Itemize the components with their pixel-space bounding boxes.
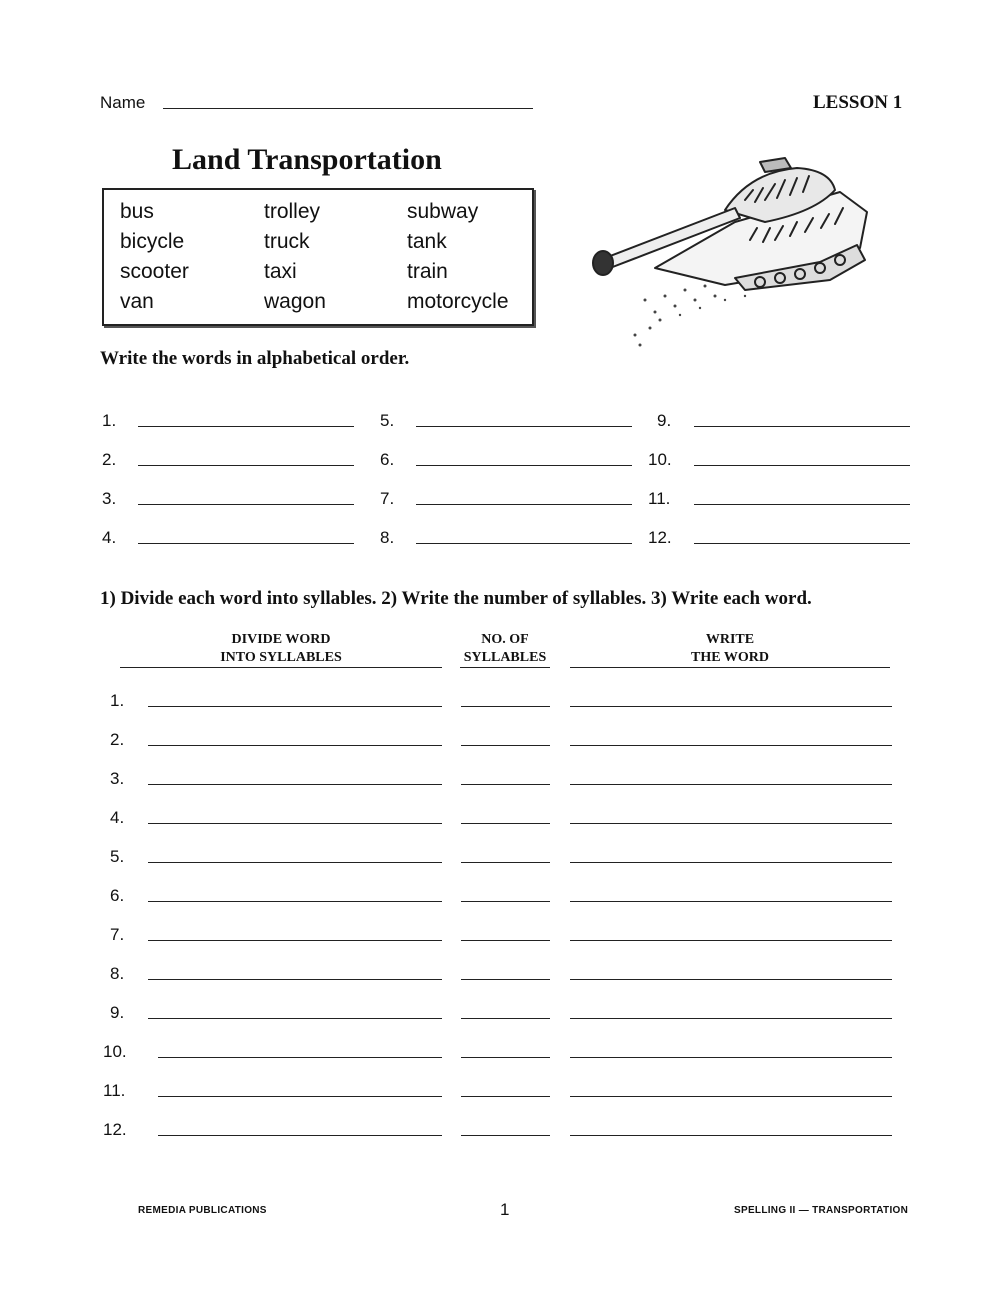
write-word-line[interactable] bbox=[570, 1096, 892, 1097]
item-number: 5. bbox=[380, 411, 395, 430]
row-number: 4. bbox=[110, 808, 125, 827]
word: tank bbox=[407, 230, 447, 253]
item-number: 8. bbox=[380, 528, 395, 547]
syllable-count-line[interactable] bbox=[461, 1096, 550, 1097]
syllable-count-line[interactable] bbox=[461, 706, 550, 707]
syllable-count-line[interactable] bbox=[461, 1018, 550, 1019]
row-number: 1. bbox=[110, 691, 125, 710]
write-word-line[interactable] bbox=[570, 862, 892, 863]
syllable-count-line[interactable] bbox=[461, 1057, 550, 1058]
syllable-count-line[interactable] bbox=[461, 1135, 550, 1136]
page-number: 1 bbox=[500, 1200, 510, 1219]
syllable-count-line[interactable] bbox=[461, 979, 550, 980]
row-number: 2. bbox=[110, 730, 125, 749]
answer-line[interactable] bbox=[416, 465, 632, 466]
syllable-count-line[interactable] bbox=[461, 823, 550, 824]
item-number: 7. bbox=[380, 489, 395, 508]
answer-line[interactable] bbox=[138, 504, 354, 505]
answer-line[interactable] bbox=[416, 543, 632, 544]
write-word-line[interactable] bbox=[570, 784, 892, 785]
word: bicycle bbox=[120, 230, 185, 253]
divide-line[interactable] bbox=[148, 1018, 442, 1019]
divide-line[interactable] bbox=[148, 706, 442, 707]
syllable-count-line[interactable] bbox=[461, 745, 550, 746]
answer-line[interactable] bbox=[416, 504, 632, 505]
write-word-line[interactable] bbox=[570, 823, 892, 824]
name-line[interactable] bbox=[163, 108, 533, 109]
column-header-rule bbox=[120, 667, 442, 668]
instruction-syllables: 1) Divide each word into syllables. 2) Write the number of syllables. 3) Write each word. bbox=[100, 588, 812, 609]
row-number: 5. bbox=[110, 847, 125, 866]
answer-line[interactable] bbox=[138, 426, 354, 427]
answer-line[interactable] bbox=[416, 426, 632, 427]
word: train bbox=[407, 260, 448, 283]
item-number: 6. bbox=[380, 450, 395, 469]
column-header-line: NO. OF bbox=[481, 632, 529, 647]
footer-publisher: REMEDIA PUBLICATIONS bbox=[138, 1205, 267, 1216]
column-header-line: INTO SYLLABLES bbox=[220, 650, 342, 665]
write-word-line[interactable] bbox=[570, 901, 892, 902]
item-number: 2. bbox=[102, 450, 117, 469]
answer-line[interactable] bbox=[138, 543, 354, 544]
write-word-line[interactable] bbox=[570, 1135, 892, 1136]
word: scooter bbox=[120, 260, 189, 283]
lesson-label: LESSON 1 bbox=[813, 92, 903, 113]
item-number: 11. bbox=[648, 489, 671, 508]
write-word-line[interactable] bbox=[570, 979, 892, 980]
write-word-line[interactable] bbox=[570, 745, 892, 746]
word-box bbox=[102, 188, 534, 326]
column-header-write bbox=[570, 631, 890, 667]
row-number: 3. bbox=[110, 769, 125, 788]
column-header-line: WRITE bbox=[705, 632, 755, 647]
item-number: 12. bbox=[648, 528, 672, 547]
syllable-count-line[interactable] bbox=[461, 862, 550, 863]
syllable-count-line[interactable] bbox=[461, 901, 550, 902]
column-header-divide bbox=[120, 631, 442, 667]
column-header-line: THE WORD bbox=[691, 650, 769, 665]
word: motorcycle bbox=[407, 290, 509, 313]
instruction-alphabetical: Write the words in alphabetical order. bbox=[100, 348, 410, 369]
answer-line[interactable] bbox=[694, 543, 910, 544]
divide-line[interactable] bbox=[158, 1096, 442, 1097]
syllable-count-line[interactable] bbox=[461, 940, 550, 941]
write-word-line[interactable] bbox=[570, 706, 892, 707]
divide-line[interactable] bbox=[148, 940, 442, 941]
item-number: 9. bbox=[657, 411, 672, 430]
row-number: 8. bbox=[110, 964, 125, 983]
row-number: 11. bbox=[103, 1081, 126, 1100]
column-header-rule bbox=[460, 667, 550, 668]
word: truck bbox=[264, 230, 310, 253]
row-number: 7. bbox=[110, 925, 125, 944]
column-header-line: SYLLABLES bbox=[463, 650, 547, 665]
row-number: 9. bbox=[110, 1003, 125, 1022]
answer-line[interactable] bbox=[694, 465, 910, 466]
write-word-line[interactable] bbox=[570, 1018, 892, 1019]
word: taxi bbox=[264, 260, 297, 283]
footer-series: SPELLING II — TRANSPORTATION bbox=[734, 1205, 909, 1216]
item-number: 3. bbox=[102, 489, 117, 508]
divide-line[interactable] bbox=[158, 1057, 442, 1058]
column-header-line: DIVIDE WORD bbox=[231, 632, 331, 647]
divide-line[interactable] bbox=[148, 823, 442, 824]
word: wagon bbox=[264, 290, 326, 313]
answer-line[interactable] bbox=[694, 504, 910, 505]
item-number: 1. bbox=[102, 411, 117, 430]
divide-line[interactable] bbox=[148, 901, 442, 902]
row-number: 12. bbox=[103, 1120, 127, 1139]
answer-line[interactable] bbox=[694, 426, 910, 427]
word: trolley bbox=[264, 200, 321, 223]
row-number: 6. bbox=[110, 886, 125, 905]
row-number: 10. bbox=[103, 1042, 127, 1061]
word: bus bbox=[120, 200, 154, 223]
syllable-count-line[interactable] bbox=[461, 784, 550, 785]
column-header-number bbox=[460, 631, 550, 667]
answer-line[interactable] bbox=[138, 465, 354, 466]
item-number: 10. bbox=[648, 450, 672, 469]
page-title: Land Transportation bbox=[172, 143, 442, 176]
divide-line[interactable] bbox=[148, 979, 442, 980]
tank-illustration-icon bbox=[585, 150, 875, 360]
write-word-line[interactable] bbox=[570, 1057, 892, 1058]
divide-line[interactable] bbox=[158, 1135, 442, 1136]
divide-line[interactable] bbox=[148, 862, 442, 863]
word: subway bbox=[407, 200, 479, 223]
divide-line[interactable] bbox=[148, 745, 442, 746]
word: van bbox=[120, 290, 154, 313]
write-word-line[interactable] bbox=[570, 940, 892, 941]
divide-line[interactable] bbox=[148, 784, 442, 785]
column-header-rule bbox=[570, 667, 890, 668]
name-label: Name bbox=[100, 93, 146, 112]
item-number: 4. bbox=[102, 528, 117, 547]
